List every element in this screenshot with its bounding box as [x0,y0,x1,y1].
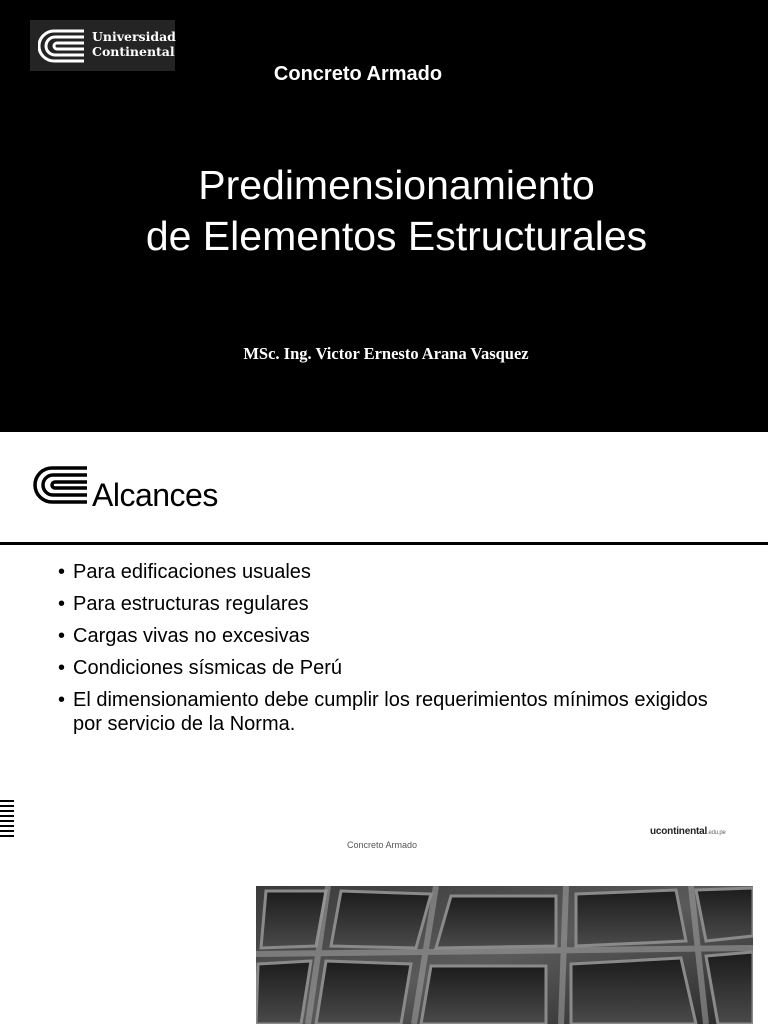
footer-course: Concreto Armado [347,840,418,850]
bullet-text: El dimensionamiento debe cumplir los requerimientos mínimos exigidos por servicio de la Norma. [73,689,708,735]
author-name: MSc. Ing. Victor Ernesto Arana Vasquez [243,344,529,363]
title-slide [0,0,768,432]
bullet-icon: • [58,593,66,615]
footer-brand [650,826,726,837]
slide-title: Alcances [92,477,218,513]
bullet-icon: • [58,561,66,583]
bullet-icon: • [58,657,66,679]
bullet-item [58,688,738,736]
bullet-item [58,592,738,616]
main-title-line-1: Predimensionamiento [198,162,595,208]
bullet-icon: • [58,689,66,711]
concrete-waffle-slab-photo [256,886,753,1024]
bullet-item [58,560,738,584]
bullet-item [58,656,738,680]
bullet-item [58,624,738,648]
bullet-text: Cargas vivas no excesivas [73,625,310,647]
logo-line-1: Universidad [92,29,176,44]
title-divider [0,542,768,545]
alcances-slide [0,432,768,886]
bullet-text: Para estructuras regulares [73,593,309,615]
main-title-line-2: de Elementos Estructurales [145,213,648,259]
bullet-list [58,560,738,744]
waffle-slab-image [256,886,753,1024]
logo-line-2: Continental [92,44,175,59]
bullet-text: Para edificaciones usuales [73,561,311,583]
bullet-text: Condiciones sísmicas de Perú [73,657,343,679]
logo-wordmark [92,29,176,59]
bullet-icon: • [58,625,66,647]
side-stripes-icon [0,800,14,840]
university-logo-icon [38,28,86,64]
uc-logo-icon [33,465,87,505]
brand-name: ucontinental [650,826,708,837]
main-title [0,160,768,262]
course-title: Concreto Armado [273,63,443,85]
brand-suffix: .edu.pe [707,830,726,836]
